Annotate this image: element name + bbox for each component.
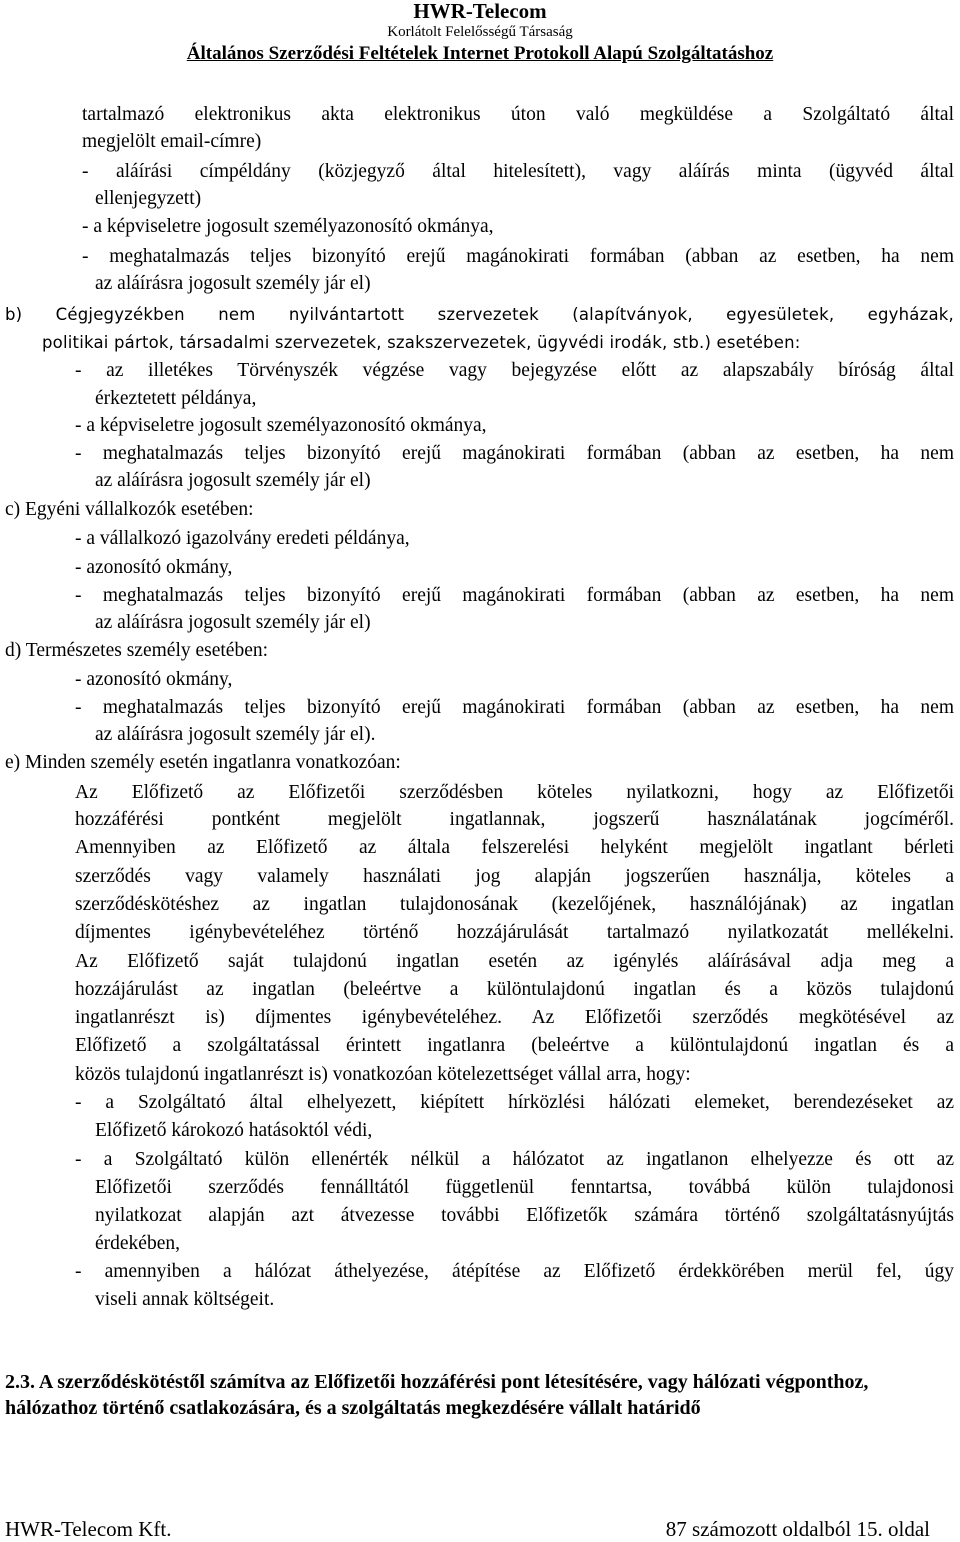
body-line: Előfizető a szolgáltatással érintett ingatlanra (beleértve a különtulajdonú ingatlan és a [75, 1035, 954, 1056]
body-line: ellenjegyzett) [95, 188, 202, 209]
body-line: az aláírásra jogosult személy jár el) [95, 612, 371, 633]
body-line: Előfizető károkozó hatásoktól védi, [95, 1120, 373, 1141]
body-line: Az Előfizető az Előfizetői szerződésben köteles nyilatkozni, hogy az Előfizetői [75, 782, 954, 803]
body-line: - a képviseletre jogosult személyazonosító okmánya, [82, 216, 494, 237]
body-line: díjmentes igénybevételéhez történő hozzájárulását tartalmazó nyilatkozatát mellékelni. [75, 922, 954, 943]
body-line: az aláírásra jogosult személy jár el). [95, 724, 376, 745]
section-number: 2.3. [5, 1371, 35, 1393]
body-line: érdekében, [95, 1233, 180, 1254]
body-line: - a Szolgáltató külön ellenérték nélkül a hálózatot az ingatlanon elhelyezze és ott az [75, 1149, 954, 1170]
body-line: - az illetékes Törvényszék végzése vagy bejegyzése előtt az alapszabály bíróság által [75, 360, 954, 381]
section-heading [5, 1369, 933, 1421]
body-line: Előfizetői szerződés fennálltától függetlenül fenntartsa, továbbá külön tulajdonosi [95, 1177, 954, 1198]
body-line: nyilatkozat alapján azt átvezesse további Előfizetők számára történő szolgáltatásnyújtás [95, 1205, 954, 1226]
body-line: hozzájárulást az ingatlan (beleértve a különtulajdonú ingatlan és a közös tulajdonú [75, 979, 954, 1000]
body-line: politikai pártok, társadalmi szervezetek, szakszervezetek, ügyvédi irodák, stb.) esetében: [42, 333, 801, 352]
page-header [0, 0, 960, 66]
body-line: tartalmazó elektronikus akta elektronikus úton való megküldése a Szolgáltató által [82, 104, 954, 125]
body-line: - a képviseletre jogosult személyazonosító okmánya, [75, 415, 487, 436]
body-line: - azonosító okmány, [75, 669, 233, 690]
header-company-form: Korlátolt Felelősségű Társaság [387, 24, 573, 40]
body-line: - meghatalmazás teljes bizonyító erejű magánokirati formában (abban az esetben, ha nem [75, 443, 954, 464]
body-line-item-b: b) Cégjegyzékben nem nyilvántartott szervezetek (alapítványok, egyesületek, egyházak, [5, 305, 954, 324]
body-line: szerződés vagy valamely használati jog alapján jogszerűen használja, köteles a [75, 866, 954, 887]
body-line: - a vállalkozó igazolvány eredeti példánya, [75, 528, 410, 549]
body-line: - meghatalmazás teljes bizonyító erejű magánokirati formában (abban az esetben, ha nem [75, 697, 954, 718]
body-line: - a Szolgáltató által elhelyezett, kiépített hírközlési hálózati elemeket, berendezéseket az [75, 1092, 954, 1113]
section-title: A szerződéskötéstől számítva az Előfizetői hozzáférési pont létesítésére, vagy hálózati végponthoz, hálózathoz történő csatlakozására, és a szolgáltatás megkezdésére vállalt határidő [5, 1371, 869, 1419]
body-line-item-e: e) Minden személy esetén ingatlanra vonatkozóan: [5, 752, 401, 773]
body-line: - meghatalmazás teljes bizonyító erejű magánokirati formában (abban az esetben, ha nem [82, 246, 954, 267]
body-line: az aláírásra jogosult személy jár el) [95, 470, 371, 491]
footer-company: HWR-Telecom Kft. [5, 1517, 172, 1541]
body-line: hozzáférési pontként megjelölt ingatlannak, jogszerű használatának jogcíméről. [75, 809, 954, 830]
body-line: ingatlanrészt is) díjmentes igénybevételéhez. Az Előfizetői szerződés megkötésével az [75, 1007, 954, 1028]
body-line: - aláírási címpéldány (közjegyző által hitelesített), vagy aláírás minta (ügyvéd által [82, 161, 954, 182]
body-line: érkeztetett példánya, [95, 388, 257, 409]
body-line: Az Előfizető saját tulajdonú ingatlan esetén az igénylés aláírásával adja meg a [75, 951, 954, 972]
body-line: viseli annak költségeit. [95, 1289, 275, 1310]
body-line: az aláírásra jogosult személy jár el) [95, 273, 371, 294]
header-document-title: Általános Szerződési Feltételek Internet Protokoll Alapú Szolgáltatáshoz [186, 43, 774, 64]
header-company-name: HWR-Telecom [413, 0, 547, 23]
footer-page-number: 87 számozott oldalból 15. oldal [665, 1517, 930, 1541]
body-line: megjelölt email-címre) [82, 131, 262, 152]
body-line: szerződéskötéshez az ingatlan tulajdonosának (kezelőjének, használójának) az ingatlan [75, 894, 954, 915]
body-line: - amennyiben a hálózat áthelyezése, átépítése az Előfizető érdekkörében merül fel, úgy [75, 1261, 954, 1282]
body-line: - azonosító okmány, [75, 557, 233, 578]
body-line: közös tulajdonú ingatlanrészt is) vonatkozóan kötelezettséget vállal arra, hogy: [75, 1064, 691, 1085]
body-line: - meghatalmazás teljes bizonyító erejű magánokirati formában (abban az esetben, ha nem [75, 585, 954, 606]
body-line-item-d: d) Természetes személy esetében: [5, 640, 269, 661]
body-line-item-c: c) Egyéni vállalkozók esetében: [5, 499, 254, 520]
body-line: Amennyiben az Előfizető az általa felszerelési helyként megjelölt ingatlant bérleti [75, 837, 954, 858]
